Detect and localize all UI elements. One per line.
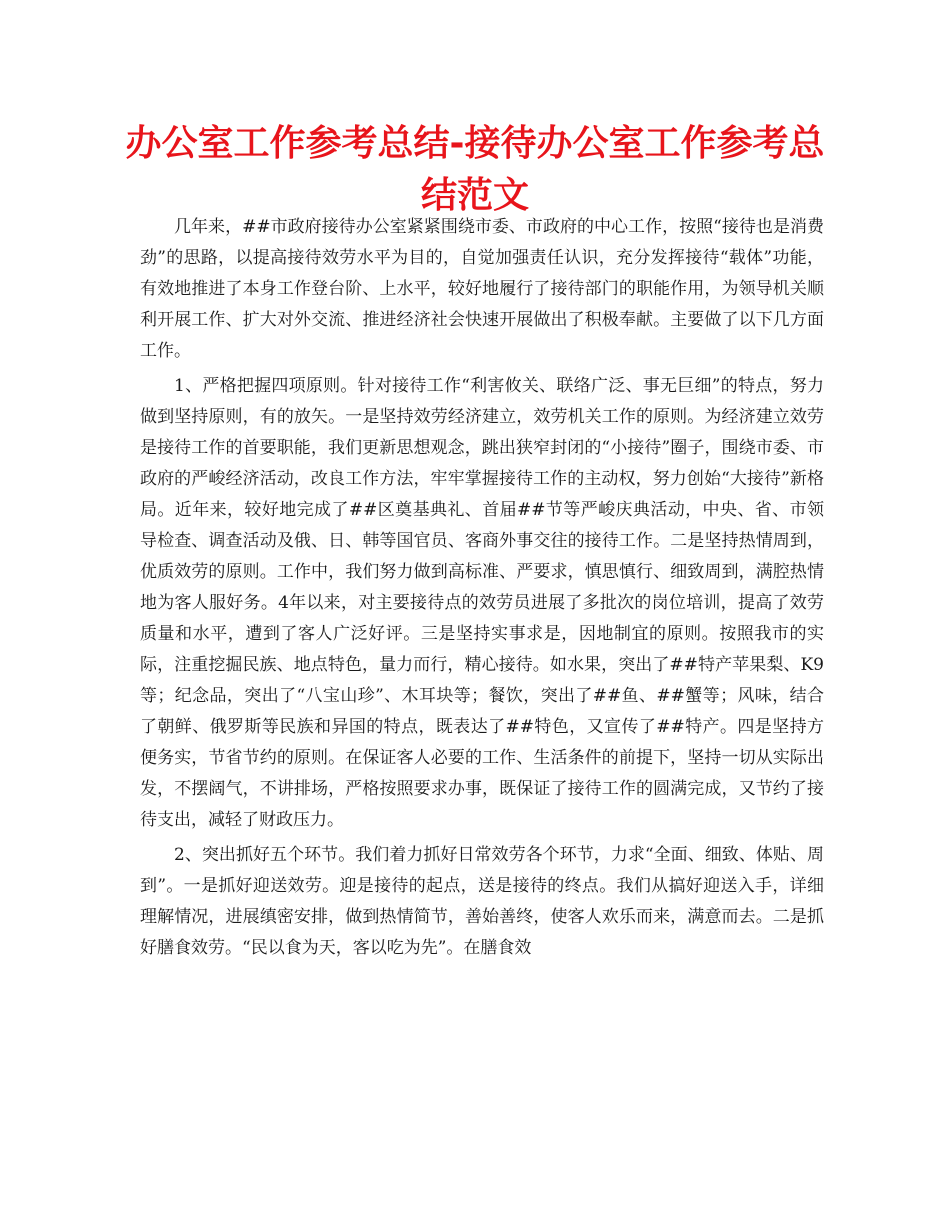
- paragraph-intro: 几年来，##市政府接待办公室紧紧围绕市委、市政府的中心工作，按照“接待也是消费劲”的思路，以提高接待效劳水平为目的，自觉加强责任认识，充分发挥接待“载体”功能，有效地推进了本身工作登台阶、上水平，较好地履行了接待部门的职能作用，为领导机关顺利开展工作、扩大对外交流、推进经济社会快速开展做出了积极奉献。主要做了以下几方面工作。: [140, 217, 824, 361]
- document-body: [140, 212, 824, 968]
- document-title: 办公室工作参考总结-接待办公室工作参考总结范文: [125, 123, 825, 216]
- paragraph-principles: 1、严格把握四项原则。针对接待工作“利害攸关、联络广泛、事无巨细”的特点，努力做到坚持原则，有的放矢。一是坚持效劳经济建立，效劳机关工作的原则。为经济建立效劳是接待工作的首要职能，我们更新思想观念，跳出狭窄封闭的“小接待”圈子，围绕市委、市政府的严峻经济活动，改良工作方法，牢牢掌握接待工作的主动权，努力创始“大接待”新格局。近年来，较好地完成了##区奠基典礼、首届##节等严峻庆典活动，中央、省、市领导检查、调查活动及俄、日、韩等国官员、客商外事交往的接待工作。二是坚持热情周到，优质效劳的原则。工作中，我们努力做到高标准、严要求，慎思慎行、细致周到，满腔热情地为客人服好务。4年以来，对主要接待点的效劳员进展了多批次的岗位培训，提高了效劳质量和水平，遭到了客人广泛好评。三是坚持实事求是，因地制宜的原则。按照我市的实际，注重挖掘民族、地点特色，量力而行，精心接待。如水果，突出了##特产苹果梨、K9等；纪念品，突出了“八宝山珍”、木耳块等；餐饮，突出了##鱼、##蟹等；风味，结合了朝鲜、俄罗斯等民族和异国的特点，既表达了##特色，又宣传了##特产。四是坚持方便务实，节省节约的原则。在保证客人必要的工作、生活条件的前提下，坚持一切从实际出发，不摆阔气，不讲排场，严格按照要求办事，既保证了接待工作的圆满完成，又节约了接待支出，减轻了财政压力。: [140, 376, 824, 830]
- paragraph-five-links: 2、突出抓好五个环节。我们着力抓好日常效劳各个环节，力求“全面、细致、体贴、周到”。一是抓好迎送效劳。迎是接待的起点，送是接待的终点。我们从搞好迎送入手，详细理解情况，进展缜密安排，做到热情简节，善始善终，使客人欢乐而来，满意而去。二是抓好膳食效劳。“民以食为天，客以吃为先”。在膳食效: [140, 845, 824, 958]
